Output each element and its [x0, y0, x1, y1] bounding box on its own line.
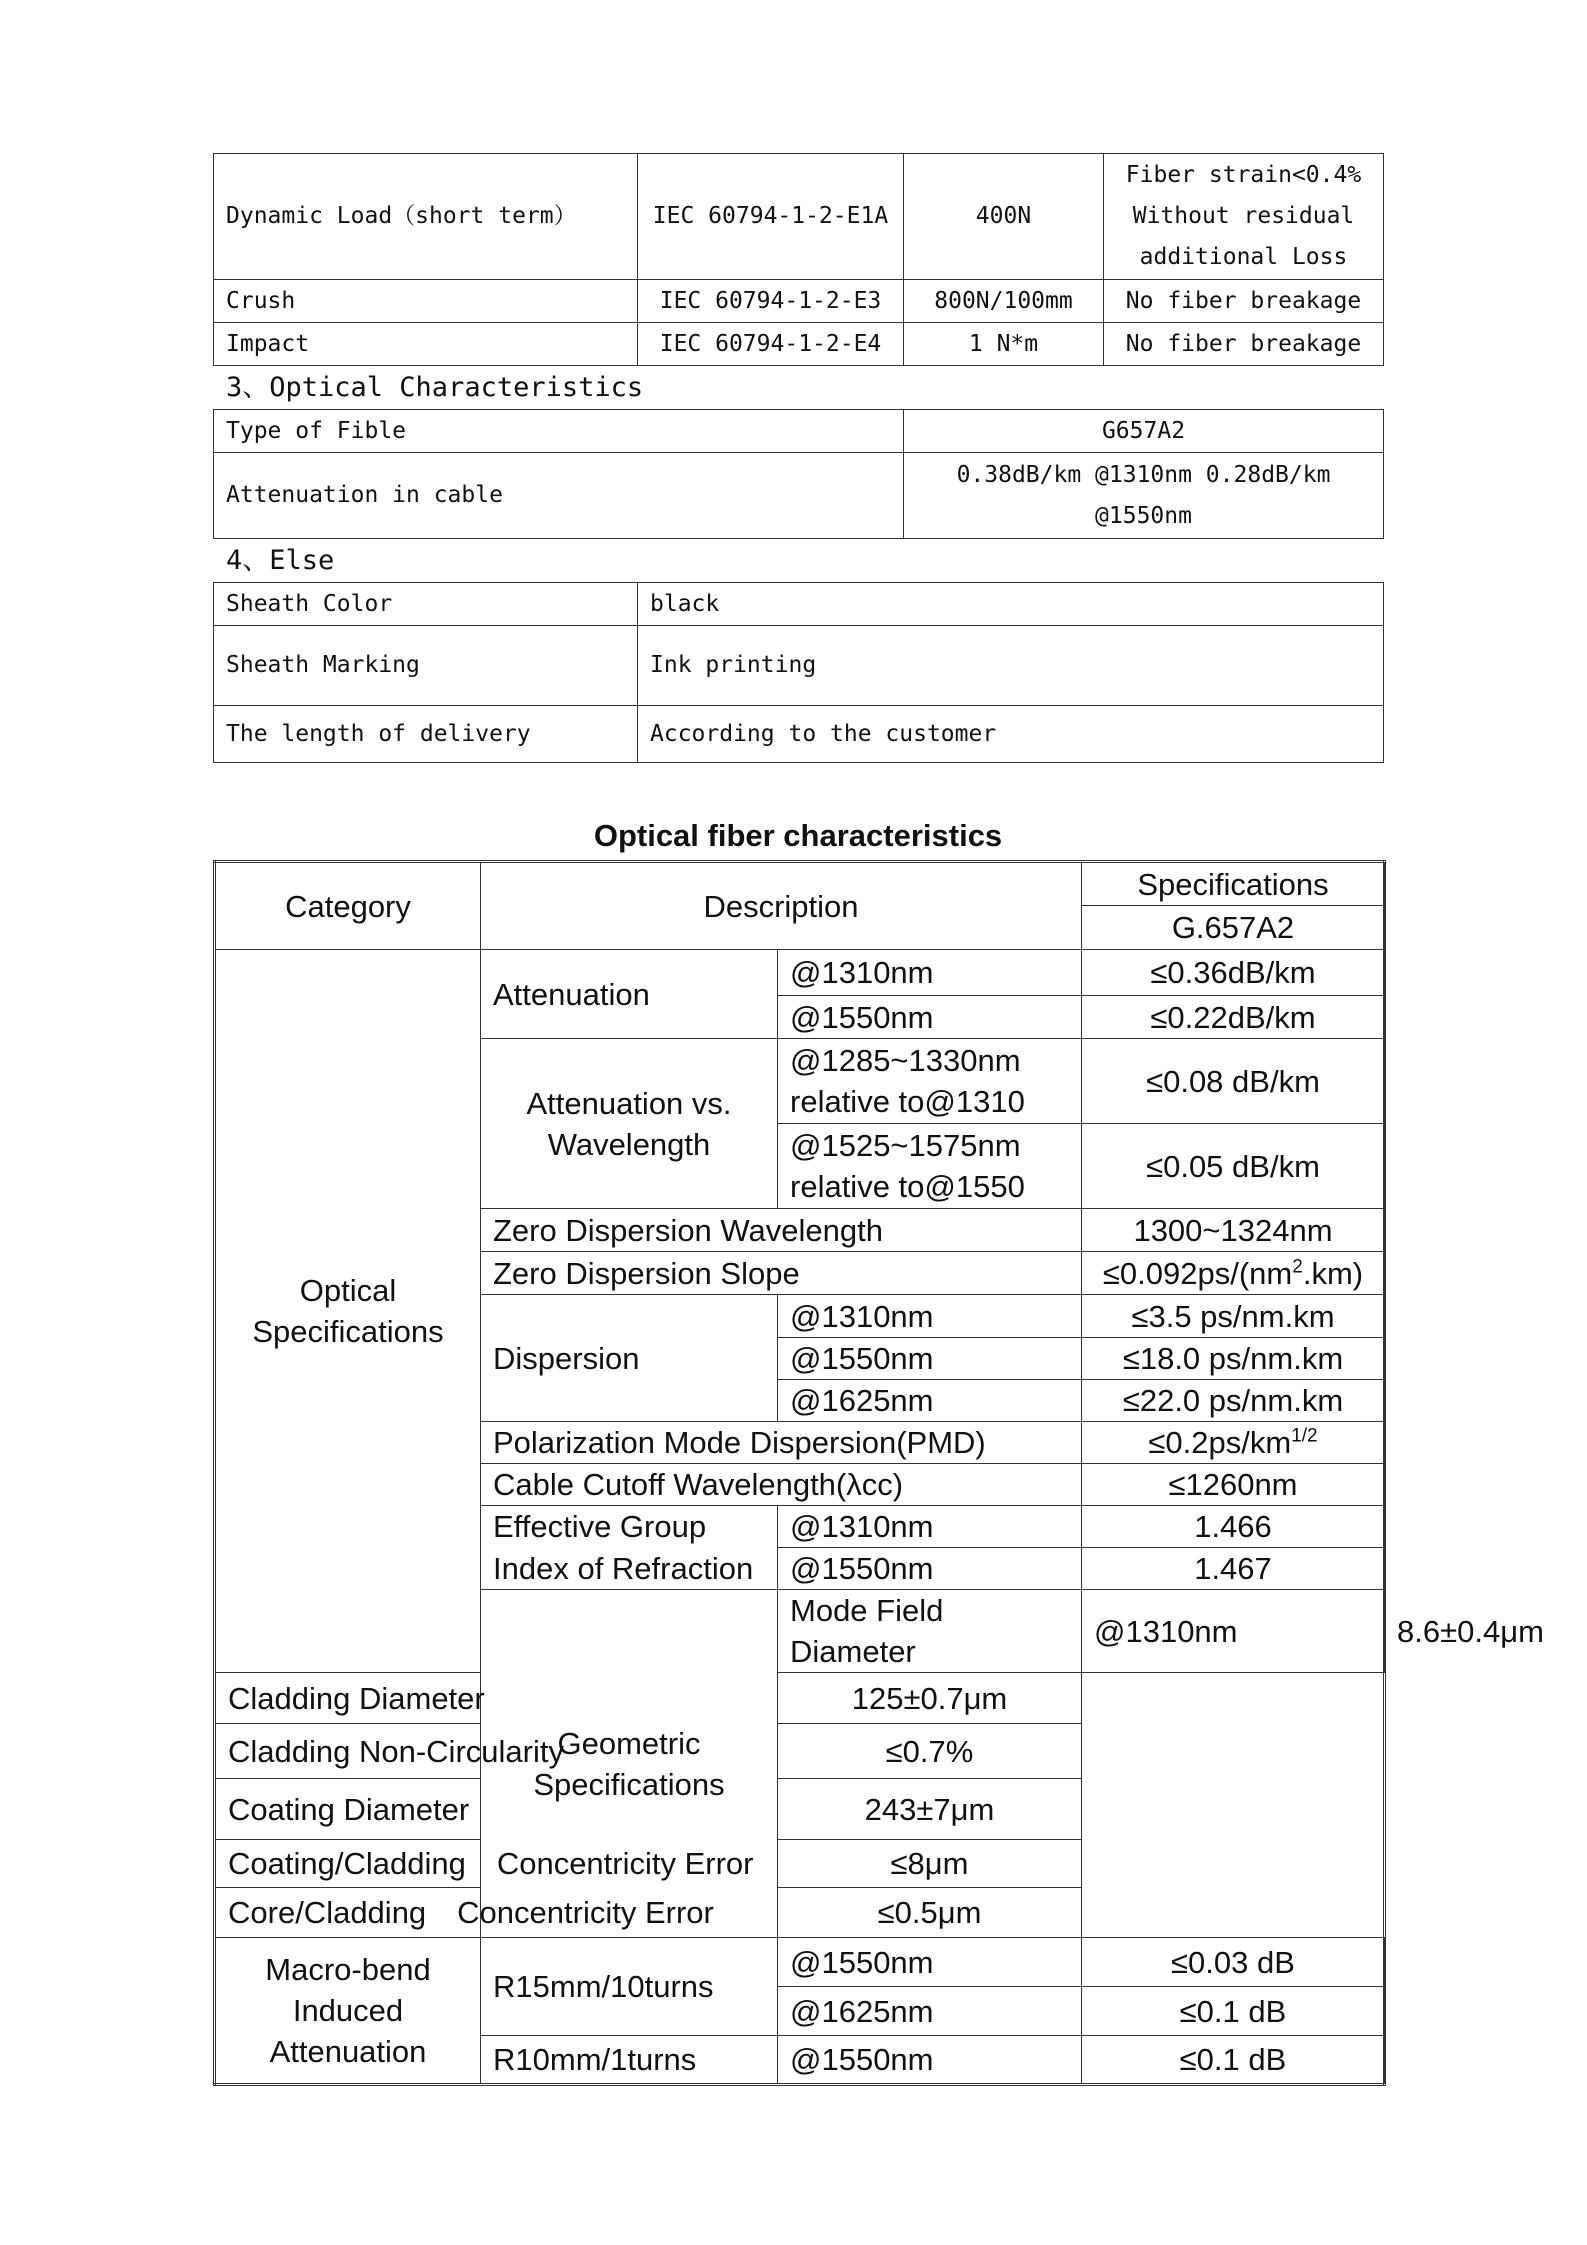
spec-value: ≤8μm: [778, 1840, 1082, 1888]
category-line: Macro-bend: [265, 1952, 431, 1987]
mechanical-table: [213, 153, 1384, 366]
category-line: Specifications: [533, 1766, 725, 1802]
spec-value: ≤0.1 dB: [1082, 1987, 1385, 2036]
mfd-label: [778, 1590, 1082, 1673]
row-label: Type of Fible: [214, 410, 904, 453]
mech-criteria: No fiber breakage: [1104, 280, 1384, 323]
value-line: @1550nm: [1095, 502, 1192, 529]
mech-value: 800N/100mm: [904, 280, 1104, 323]
mech-item: Crush: [214, 280, 638, 323]
category-optical: [215, 950, 481, 1673]
value-text: .km): [1302, 1255, 1364, 1291]
zds-label: Zero Dispersion Slope: [481, 1252, 1082, 1295]
range-line: relative to@1550: [790, 1169, 1025, 1204]
spec-value: [1082, 1422, 1385, 1464]
range-line: relative to@1310: [790, 1084, 1025, 1119]
spec-value: ≤0.7%: [778, 1724, 1082, 1779]
section-heading-optical: 3、Optical Characteristics: [226, 372, 644, 403]
wavelength-range: [778, 1039, 1082, 1124]
cladding-diameter-label: Cladding Diameter: [215, 1673, 778, 1724]
table-row: [215, 1779, 1385, 1840]
fiber-table-title: Optical fiber characteristics: [593, 818, 1003, 853]
wavelength: @1625nm: [778, 1380, 1082, 1422]
spec-value: [1082, 1252, 1385, 1295]
wavelength: @1550nm: [778, 1938, 1082, 1987]
row-label: Attenuation in cable: [214, 453, 904, 539]
table-row: [214, 626, 1384, 706]
egi-label-line1: Effective Group: [481, 1506, 778, 1548]
else-table: [213, 582, 1384, 763]
category-line: Specifications: [252, 1314, 444, 1349]
wavelength-range: [778, 1124, 1082, 1209]
spec-value: ≤0.08 dB/km: [1082, 1039, 1385, 1124]
coating-diameter-label: Coating Diameter: [215, 1779, 778, 1840]
category-macrobend: [215, 1938, 481, 2085]
mech-standard: IEC 60794-1-2-E3: [638, 280, 904, 323]
criteria-line: Without residual: [1132, 203, 1355, 229]
fiber-characteristics-table: [213, 860, 1544, 2086]
optical-characteristics-table: [213, 409, 1384, 539]
row-label: Sheath Marking: [214, 626, 638, 706]
row-value: [904, 453, 1384, 539]
value-line: 0.38dB/km @1310nm 0.28dB/km: [956, 461, 1331, 488]
mech-value: 1 N*m: [904, 323, 1104, 366]
section-heading-else: 4、Else: [226, 545, 335, 576]
header-specifications: Specifications: [1082, 862, 1385, 906]
header-description: Description: [481, 862, 1082, 950]
table-row: [214, 453, 1384, 539]
criteria-line: Fiber strain<0.4%: [1125, 162, 1362, 188]
spec-value: 1.467: [1082, 1548, 1385, 1590]
mech-criteria: [1104, 154, 1384, 280]
spec-value: ≤3.5 ps/nm.km: [1082, 1295, 1385, 1338]
wavelength: @1625nm: [778, 1987, 1082, 2036]
spec-value: ≤0.36dB/km: [1082, 950, 1385, 996]
mech-criteria: No fiber breakage: [1104, 323, 1384, 366]
spec-value: ≤0.05 dB/km: [1082, 1124, 1385, 1209]
wavelength: @1550nm: [778, 1548, 1082, 1590]
wavelength: @1310nm: [778, 1506, 1082, 1548]
wavelength: @1550nm: [778, 996, 1082, 1039]
dispersion-label: Dispersion: [481, 1295, 778, 1422]
category-line: Optical: [299, 1273, 397, 1308]
spec-value: ≤0.22dB/km: [1082, 996, 1385, 1039]
table-row: Geometric Specifications Mode Field Diameter @1310nm 8.6±0.4μm: [215, 1590, 1385, 1673]
table-row: [214, 323, 1384, 366]
row-label: The length of delivery: [214, 706, 638, 763]
value-superscript: 1/2: [1291, 1425, 1318, 1447]
table-row: [215, 950, 1385, 996]
row-value: black: [638, 583, 1384, 626]
wavelength: @1310nm: [778, 1295, 1082, 1338]
row-value: G657A2: [904, 410, 1384, 453]
label-line: Diameter: [790, 1634, 916, 1669]
table-row: [215, 1840, 1385, 1888]
row-value: Ink printing: [638, 626, 1384, 706]
category-line: Geometric: [557, 1725, 701, 1761]
row-label: Sheath Color: [214, 583, 638, 626]
spec-value: ≤0.03 dB: [1082, 1938, 1385, 1987]
table-row: [215, 1724, 1385, 1779]
table-row: [214, 706, 1384, 763]
range-line: @1525~1575nm: [790, 1128, 1021, 1163]
table-row: [214, 410, 1384, 453]
row-value: According to the customer: [638, 706, 1384, 763]
egi-label-line2: Index of Refraction: [481, 1548, 778, 1590]
wavelength: @1310nm: [778, 950, 1082, 996]
category-line: Induced: [292, 1993, 404, 2028]
att-vs-wavelength-label: [481, 1039, 778, 1209]
label-line: Attenuation vs.: [526, 1085, 732, 1121]
cladding-noncircularity-label: Cladding Non-Circularity: [215, 1724, 778, 1779]
header-row: [215, 862, 1385, 906]
mech-standard: IEC 60794-1-2-E1A: [638, 154, 904, 280]
pmd-label: Polarization Mode Dispersion(PMD): [481, 1422, 1082, 1464]
wavelength: @1550nm: [778, 1338, 1082, 1380]
core-concentricity-label: Core/Cladding Concentricity Error: [215, 1888, 778, 1938]
r10-label: R10mm/1turns: [481, 2036, 778, 2085]
mech-standard: IEC 60794-1-2-E4: [638, 323, 904, 366]
label-line: Wavelength: [547, 1126, 711, 1162]
spec-value: ≤1260nm: [1082, 1464, 1385, 1506]
category-line: Attenuation: [269, 2034, 427, 2069]
header-category: Category: [215, 862, 481, 950]
coating-concentricity-label: Coating/Cladding Concentricity Error: [215, 1840, 778, 1888]
r15-label: R15mm/10turns: [481, 1938, 778, 2036]
mech-value: 400N: [904, 154, 1104, 280]
spec-value: ≤22.0 ps/nm.km: [1082, 1380, 1385, 1422]
value-text: ≤0.092ps/(nm: [1102, 1255, 1293, 1291]
spec-value: ≤0.1 dB: [1082, 2036, 1385, 2085]
criteria-line: additional Loss: [1139, 244, 1348, 270]
cutoff-label: Cable Cutoff Wavelength(λcc): [481, 1464, 1082, 1506]
wavelength: @1550nm: [778, 2036, 1082, 2085]
spec-value: 1300~1324nm: [1082, 1209, 1385, 1252]
label-line: Mode Field: [790, 1593, 944, 1628]
spec-value: ≤18.0 ps/nm.km: [1082, 1338, 1385, 1380]
spec-value: 243±7μm: [778, 1779, 1082, 1840]
header-spec-type: G.657A2: [1082, 906, 1385, 950]
mech-item: Impact: [214, 323, 638, 366]
value-superscript: 2: [1292, 1256, 1303, 1278]
spec-value: 1.466: [1082, 1506, 1385, 1548]
attenuation-label: Attenuation: [481, 950, 778, 1039]
mech-item: Dynamic Load（short term）: [214, 154, 638, 280]
value-text: ≤0.2ps/km: [1148, 1425, 1292, 1460]
wavelength: @1310nm: [1082, 1590, 1385, 1673]
table-row: [214, 583, 1384, 626]
table-row: [214, 280, 1384, 323]
table-row: [214, 154, 1384, 280]
table-row: [215, 1938, 1385, 1987]
spec-value: ≤0.5μm: [778, 1888, 1082, 1938]
table-row: [215, 1673, 1385, 1724]
spec-value: 125±0.7μm: [778, 1673, 1082, 1724]
zdw-label: Zero Dispersion Wavelength: [481, 1209, 1082, 1252]
table-row: [215, 1888, 1385, 1938]
range-line: @1285~1330nm: [790, 1043, 1021, 1078]
